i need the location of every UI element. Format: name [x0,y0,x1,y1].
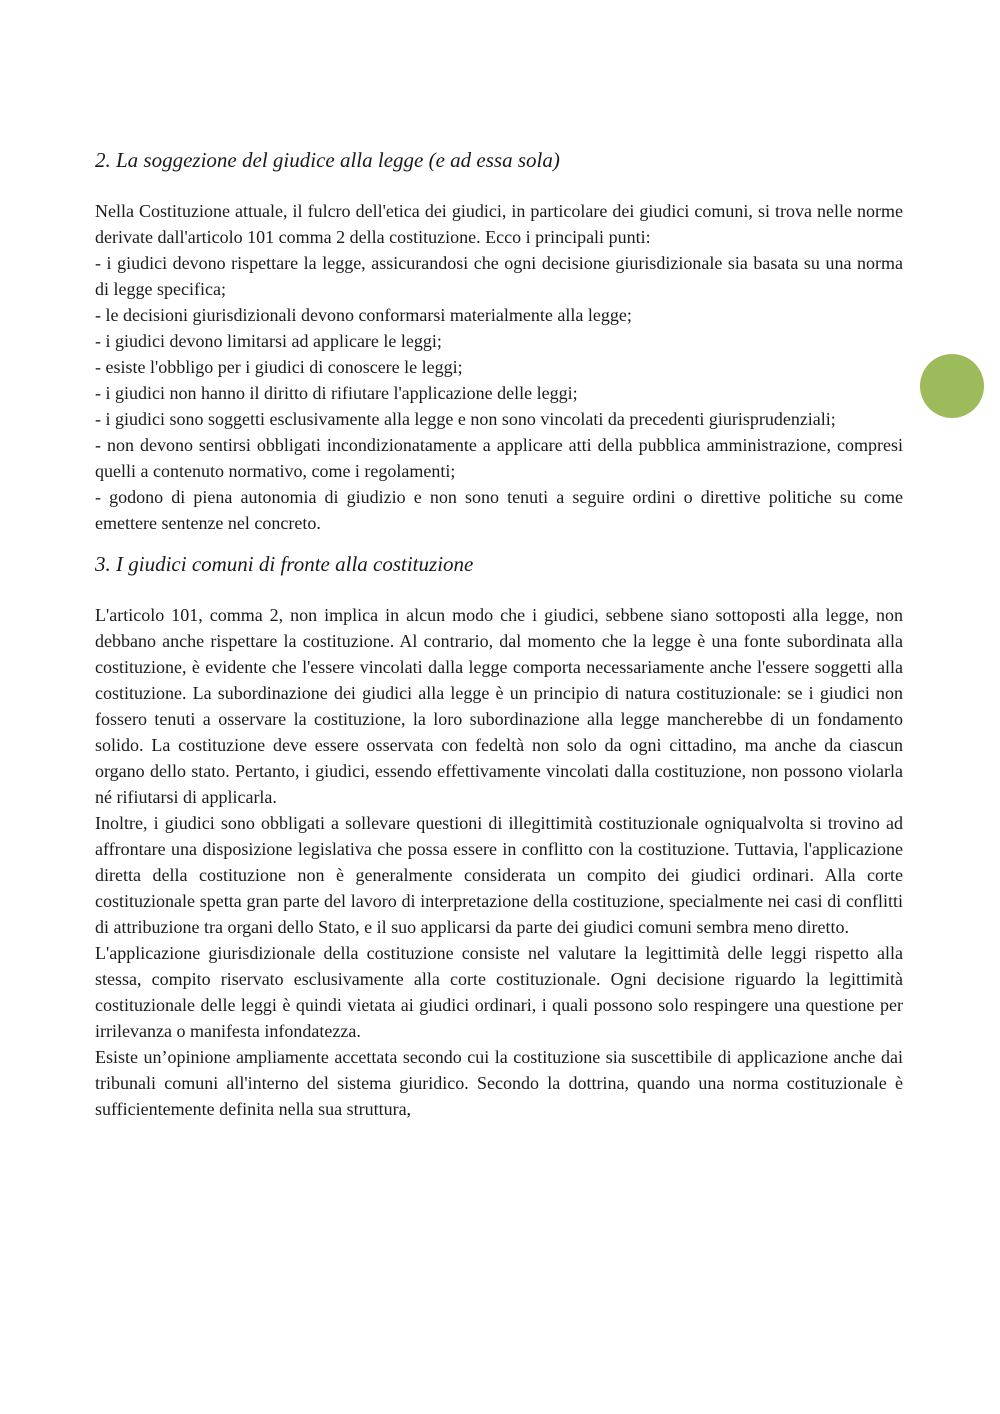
list-item: - esiste l'obbligo per i giudici di conoscere le leggi; [95,357,463,377]
section-3-heading: 3. I giudici comuni di fronte alla costituzione [95,552,474,576]
list-item: - i giudici devono limitarsi ad applicare le leggi; [95,331,442,351]
decorative-green-circle [920,354,984,418]
section-3-paragraph: Inoltre, i giudici sono obbligati a sollevare questioni di illegittimità costituzionale ogniqualvolta si trovino ad affrontare una disposizione legislativa che possa essere in conflitto con la costituzione. Tuttavia, l'applicazione diretta della costituzione non è generalmente considerata un compito dei giudici ordinari. Alla corte costituzionale spetta gran parte del lavoro di interpretazione della costituzione, specialmente nei casi di conflitti di attribuzione tra organi dello Stato, e il suo applicarsi da parte dei giudici comuni sembra meno diretto. [95,813,903,937]
section-3-paragraph: L'articolo 101, comma 2, non implica in alcun modo che i giudici, sebbene siano sottoposti alla legge, non debbano anche rispettare la costituzione. Al contrario, dal momento che la legge è una fonte subordinata alla costituzione, è evidente che l'essere vincolati dalla legge comporta necessariamente anche l'essere soggetti alla costituzione. La subordinazione dei giudici alla legge è un principio di natura costituzionale: se i giudici non fossero tenuti a osservare la costituzione, la loro subordinazione alla legge mancherebbe di un fondamento solido. La costituzione deve essere osservata con fedeltà non solo da ogni cittadino, ma anche da ciascun organo dello stato. Pertanto, i giudici, essendo effettivamente vincolati dalla costituzione, non possono violarla né rifiutarsi di applicarla. [95,605,903,807]
list-item: - le decisioni giurisdizionali devono conformarsi materialmente alla legge; [95,305,632,325]
document-page [95,140,903,1122]
section-3-paragraph: Esiste un’opinione ampliamente accettata secondo cui la costituzione sia suscettibile di applicazione anche dai tribunali comuni all'interno del sistema giuridico. Secondo la dottrina, quando una norma costituzionale è sufficientemente definita nella sua struttura, [95,1047,903,1119]
section-2-heading: 2. La soggezione del giudice alla legge (e ad essa sola) [95,148,560,172]
list-item: - i giudici sono soggetti esclusivamente alla legge e non sono vincolati da precedenti giurisprudenziali; [95,409,836,429]
list-item: - godono di piena autonomia di giudizio e non sono tenuti a seguire ordini o direttive politiche su come emettere sentenze nel concreto. [95,487,903,533]
section-2-intro: Nella Costituzione attuale, il fulcro dell'etica dei giudici, in particolare dei giudici comuni, si trova nelle norme derivate dall'articolo 101 comma 2 della costituzione. Ecco i principali punti: [95,201,903,247]
section-3-paragraph: L'applicazione giurisdizionale della costituzione consiste nel valutare la legittimità delle leggi rispetto alla stessa, compito riservato esclusivamente alla corte costituzionale. Ogni decisione riguardo la legittimità costituzionale delle leggi è quindi vietata ai giudici ordinari, i quali possono solo respingere una questione per irrilevanza o manifesta infondatezza. [95,943,903,1041]
section-2-body [95,198,903,536]
list-item: - non devono sentirsi obbligati incondizionatamente a applicare atti della pubblica amministrazione, compresi quelli a contenuto normativo, come i regolamenti; [95,435,903,481]
list-item: - i giudici devono rispettare la legge, assicurandosi che ogni decisione giurisdizionale sia basata su una norma di legge specifica; [95,253,903,299]
section-3-body [95,602,903,1122]
list-item: - i giudici non hanno il diritto di rifiutare l'applicazione delle leggi; [95,383,578,403]
